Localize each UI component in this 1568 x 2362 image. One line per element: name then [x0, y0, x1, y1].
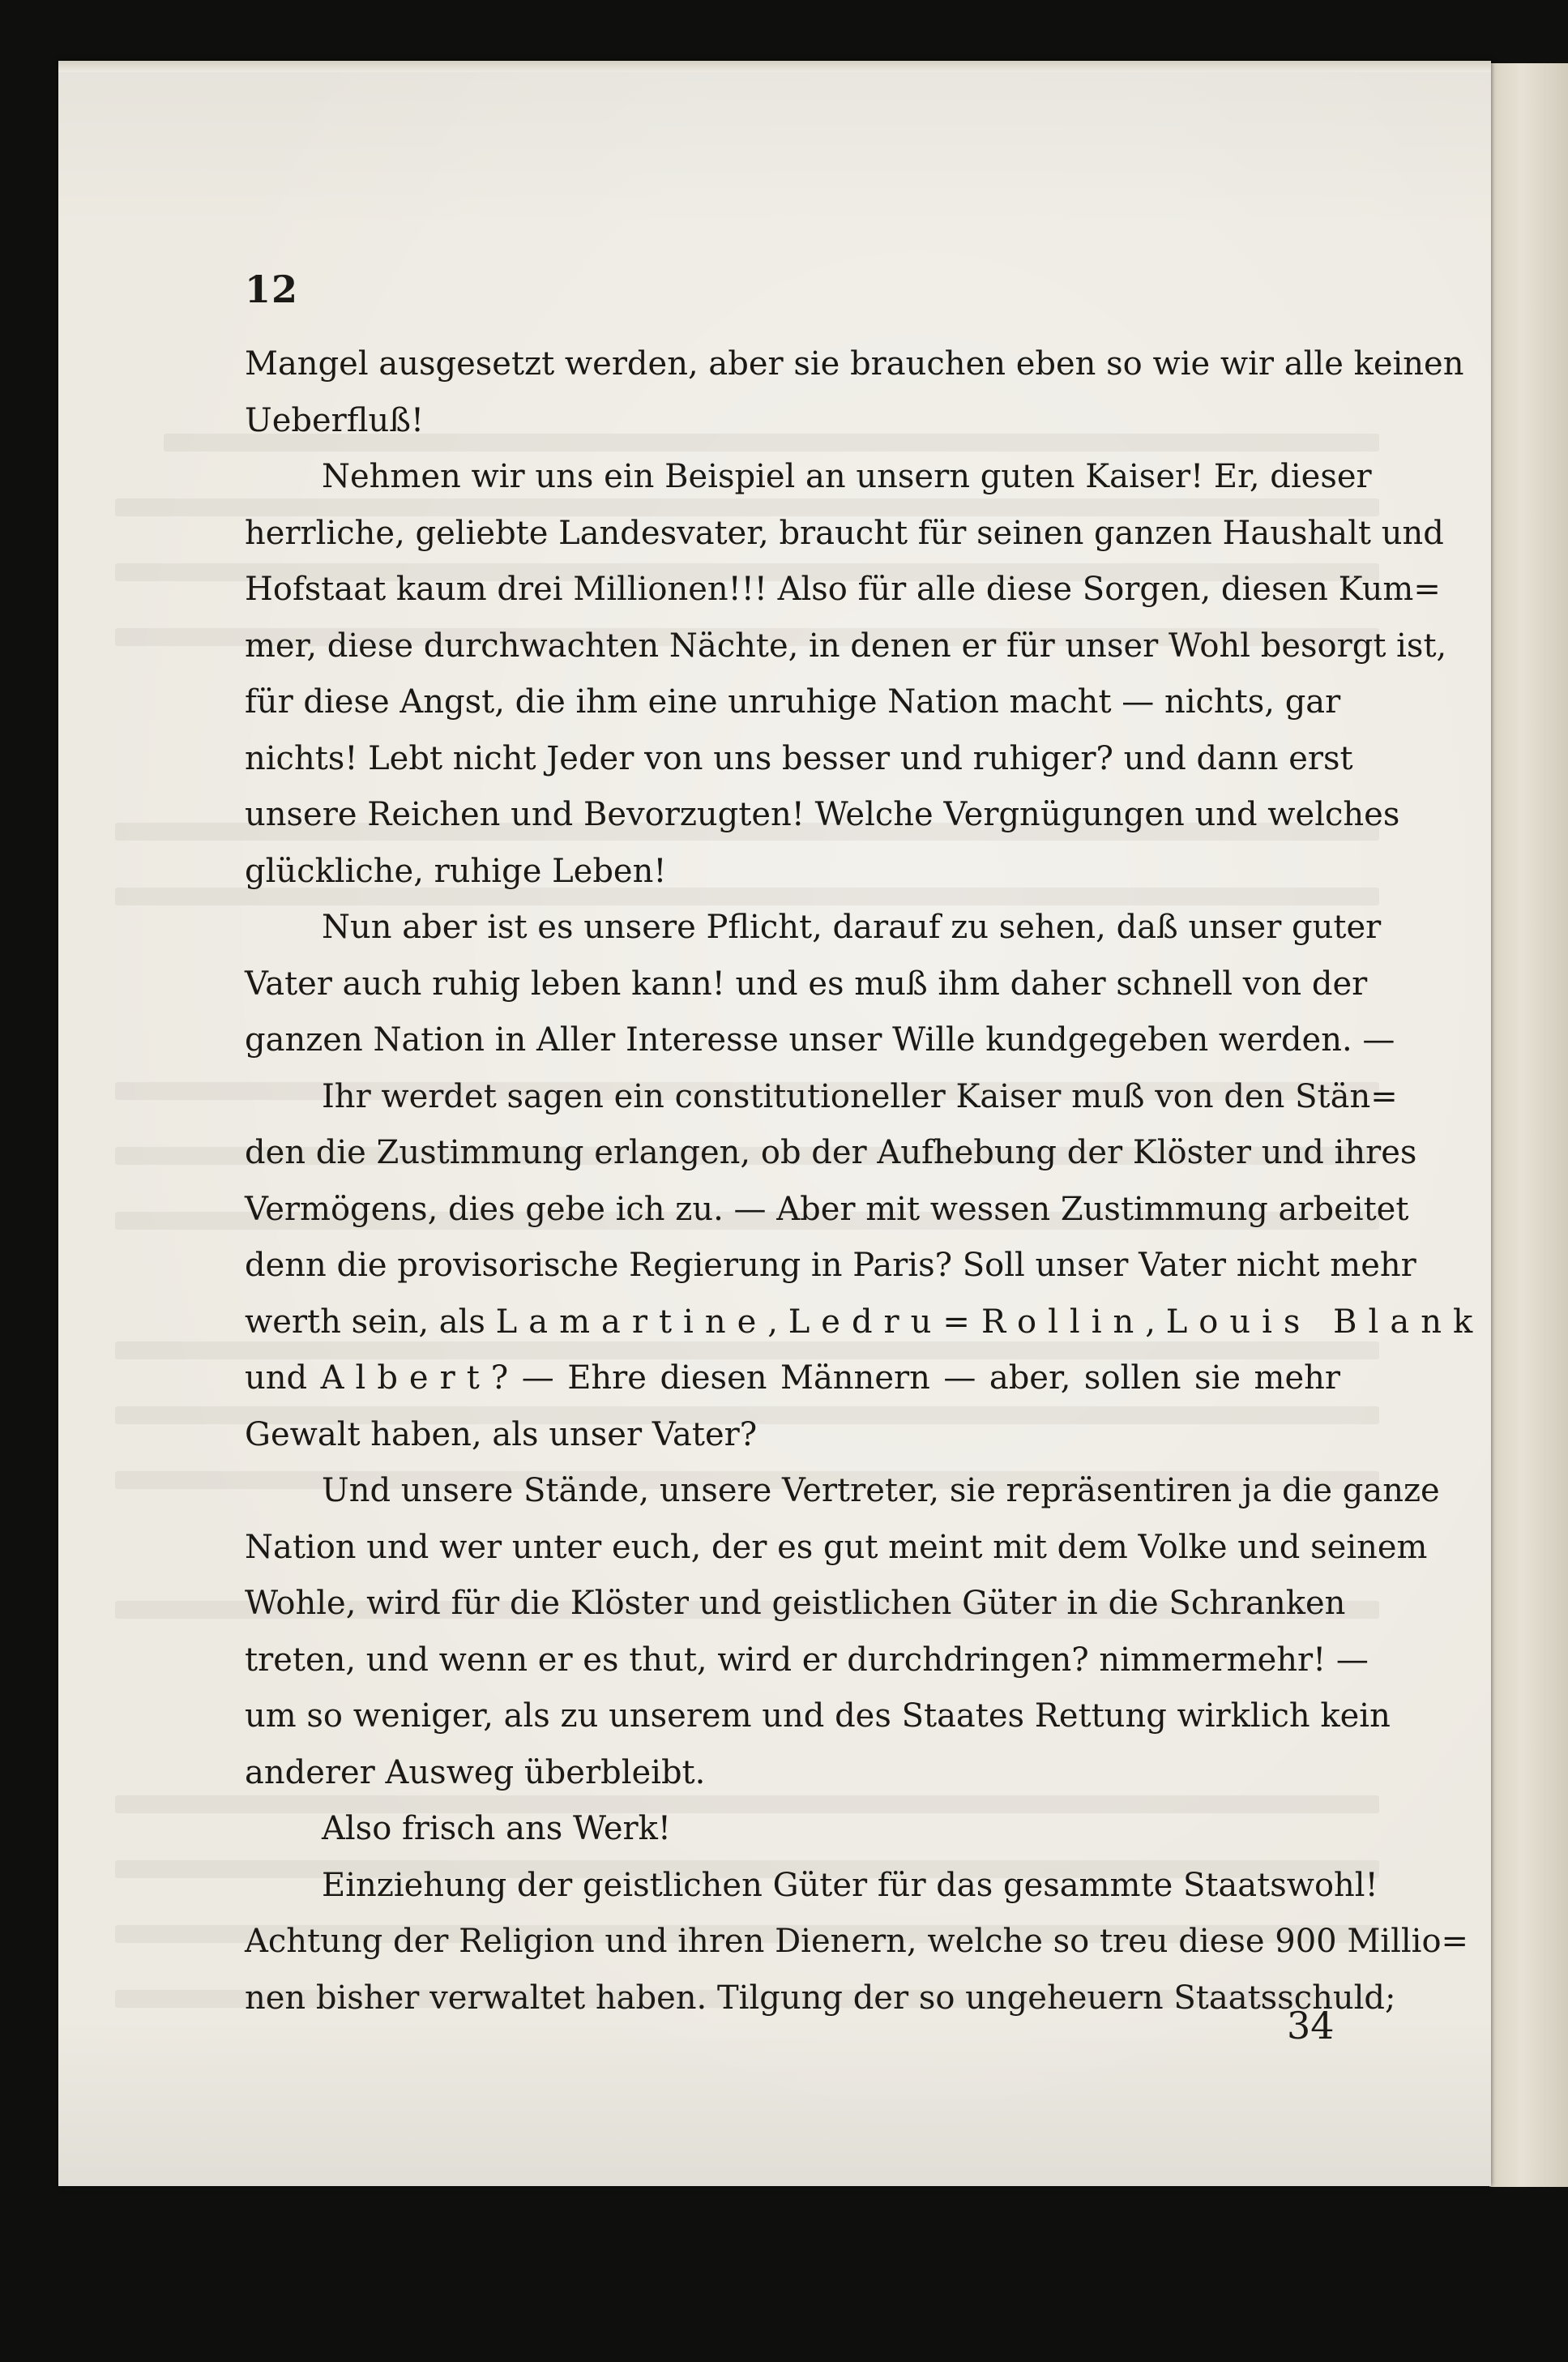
text-line: unsere Reichen und Bevorzugten! Welche Vergnügungen und welches [245, 796, 1400, 833]
text-line: glückliche, ruhige Leben! [245, 852, 667, 890]
text-fragment: und [245, 1359, 308, 1397]
text-line: Vermögens, dies gebe ich zu. — Aber mit wessen Zustimmung arbeitet [245, 1190, 1409, 1228]
underlying-page-edge [1489, 63, 1568, 2187]
text-line: Gewalt haben, als unser Vater? [245, 1415, 758, 1453]
spaced-name: Louis Blank [1165, 1303, 1485, 1341]
text-line: Nation und wer unter euch, der es gut meint mit dem Volke und seinem [245, 1528, 1428, 1566]
text-line: um so weniger, als zu unserem und des Staates Rettung wirklich kein [245, 1697, 1391, 1735]
text-fragment: werth sein, als [245, 1303, 485, 1341]
page-number: 12 [245, 267, 299, 311]
text-fragment: , [767, 1303, 788, 1341]
spaced-name: Lamartine [495, 1303, 768, 1341]
text-line: nichts! Lebt nicht Jeder von uns besser und ruhiger? und dann erst [245, 739, 1353, 777]
text-fragment: , [1145, 1303, 1166, 1341]
text-line: nen bisher verwaltet haben. Tilgung der so ungeheuern Staatsschuld; [245, 1979, 1396, 2017]
text-line: den die Zustimmung erlangen, ob der Aufhebung der Klöster und ihres [245, 1134, 1417, 1171]
text-line: Ihr werdet sagen ein constitutioneller Kaiser muß von den Stän= [322, 1077, 1398, 1115]
text-line: herrliche, geliebte Landesvater, braucht für seinen ganzen Haushalt und [245, 514, 1444, 552]
text-line: Vater auch ruhig leben kann! und es muß ihm daher schnell von der [245, 965, 1368, 1003]
text-line: anderer Ausweg überbleibt. [245, 1753, 706, 1791]
text-line: Mangel ausgesetzt werden, aber sie brauchen eben so wie wir alle keinen [245, 345, 1464, 383]
text-line-with-names [245, 1294, 1485, 1351]
spaced-name: Ledru=Rollin [788, 1303, 1146, 1341]
text-line: treten, und wenn er es thut, wird er durchdringen? nimmermehr! — [245, 1641, 1369, 1679]
text-line: denn die provisorische Regierung in Paris? Soll unser Vater nicht mehr [245, 1247, 1416, 1284]
text-line: Nehmen wir uns ein Beispiel an unsern guten Kaiser! Er, dieser [322, 458, 1372, 495]
text-line: Hofstaat kaum drei Millionen!!! Also für alle diese Sorgen, diesen Kum= [245, 571, 1441, 608]
text-line-with-names [245, 1350, 1340, 1407]
spaced-name: Albert [320, 1359, 491, 1397]
text-line: ganzen Nation in Aller Interesse unser Wille kundgegeben werden. — [245, 1021, 1395, 1059]
catchword: 34 [1287, 2004, 1335, 2047]
text-line: Wohle, wird für die Klöster und geistlichen Güter in die Schranken [245, 1585, 1346, 1622]
text-line: mer, diese durchwachten Nächte, in denen er für unser Wohl besorgt ist, [245, 627, 1447, 665]
body-text [245, 336, 1485, 2026]
text-line: Und unsere Stände, unsere Vertreter, sie repräsentiren ja die ganze [322, 1472, 1440, 1509]
text-line: Also frisch ans Werk! [322, 1810, 671, 1847]
text-line: Achtung der Religion und ihren Dienern, welche so treu diese 900 Millio= [245, 1923, 1469, 1960]
text-line: für diese Angst, die ihm eine unruhige Nation macht — nichts, gar [245, 683, 1341, 721]
text-fragment: ? — Ehre diesen Männern — aber, sollen sie mehr [490, 1359, 1341, 1397]
text-line: Einziehung der geistlichen Güter für das gesammte Staatswohl! [322, 1866, 1378, 1904]
text-line: Nun aber ist es unsere Pflicht, darauf zu sehen, daß unser guter [322, 909, 1382, 946]
text-line: Ueberfluß! [245, 401, 425, 439]
